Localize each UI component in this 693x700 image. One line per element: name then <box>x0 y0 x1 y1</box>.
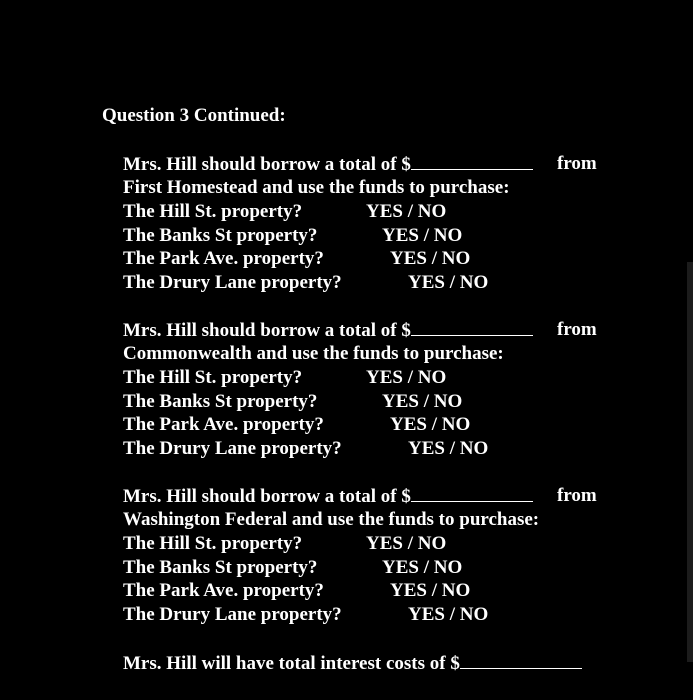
property-hill-label: The Hill St. property? <box>123 201 303 222</box>
property-park-label: The Park Ave. property? <box>123 248 324 269</box>
lender-line: Commonwealth and use the funds to purchase: <box>123 343 504 364</box>
property-drury-answer[interactable]: YES / NO <box>408 604 489 625</box>
property-banks-answer[interactable]: YES / NO <box>382 391 463 412</box>
scrollbar-track[interactable] <box>687 262 693 662</box>
property-drury-answer[interactable]: YES / NO <box>408 438 489 459</box>
property-park-answer[interactable]: YES / NO <box>390 414 471 435</box>
interest-prefix: Mrs. Hill will have total interest costs of $ <box>123 653 460 674</box>
property-drury-label: The Drury Lane property? <box>123 438 342 459</box>
lender-line: First Homestead and use the funds to purchase: <box>123 177 510 198</box>
lender-line: Washington Federal and use the funds to purchase: <box>123 509 540 530</box>
property-hill-answer[interactable]: YES / NO <box>366 367 447 388</box>
property-banks-label: The Banks St property? <box>123 391 318 412</box>
borrow-prefix: Mrs. Hill should borrow a total of $ <box>123 320 411 341</box>
interest-amount-blank[interactable] <box>460 651 582 669</box>
property-park-label: The Park Ave. property? <box>123 414 324 435</box>
property-banks-answer[interactable]: YES / NO <box>382 225 463 246</box>
property-drury-answer[interactable]: YES / NO <box>408 272 489 293</box>
from-word: from <box>557 153 597 174</box>
property-hill-answer[interactable]: YES / NO <box>366 201 447 222</box>
property-hill-label: The Hill St. property? <box>123 533 303 554</box>
property-hill-label: The Hill St. property? <box>123 367 303 388</box>
property-drury-label: The Drury Lane property? <box>123 604 342 625</box>
property-park-answer[interactable]: YES / NO <box>390 580 471 601</box>
borrow-amount-blank[interactable] <box>411 152 533 170</box>
borrow-amount-blank[interactable] <box>411 318 533 336</box>
borrow-prefix: Mrs. Hill should borrow a total of $ <box>123 486 411 507</box>
property-drury-label: The Drury Lane property? <box>123 272 342 293</box>
property-banks-label: The Banks St property? <box>123 225 318 246</box>
property-park-label: The Park Ave. property? <box>123 580 324 601</box>
property-hill-answer[interactable]: YES / NO <box>366 533 447 554</box>
borrow-line <box>123 484 533 509</box>
borrow-amount-blank[interactable] <box>411 484 533 502</box>
borrow-prefix: Mrs. Hill should borrow a total of $ <box>123 154 411 175</box>
question-heading: Question 3 Continued: <box>102 105 286 126</box>
from-word: from <box>557 485 597 506</box>
from-word: from <box>557 319 597 340</box>
property-banks-label: The Banks St property? <box>123 557 318 578</box>
borrow-line <box>123 152 533 177</box>
property-park-answer[interactable]: YES / NO <box>390 248 471 269</box>
property-banks-answer[interactable]: YES / NO <box>382 557 463 578</box>
interest-line <box>123 651 582 676</box>
borrow-line <box>123 318 533 343</box>
